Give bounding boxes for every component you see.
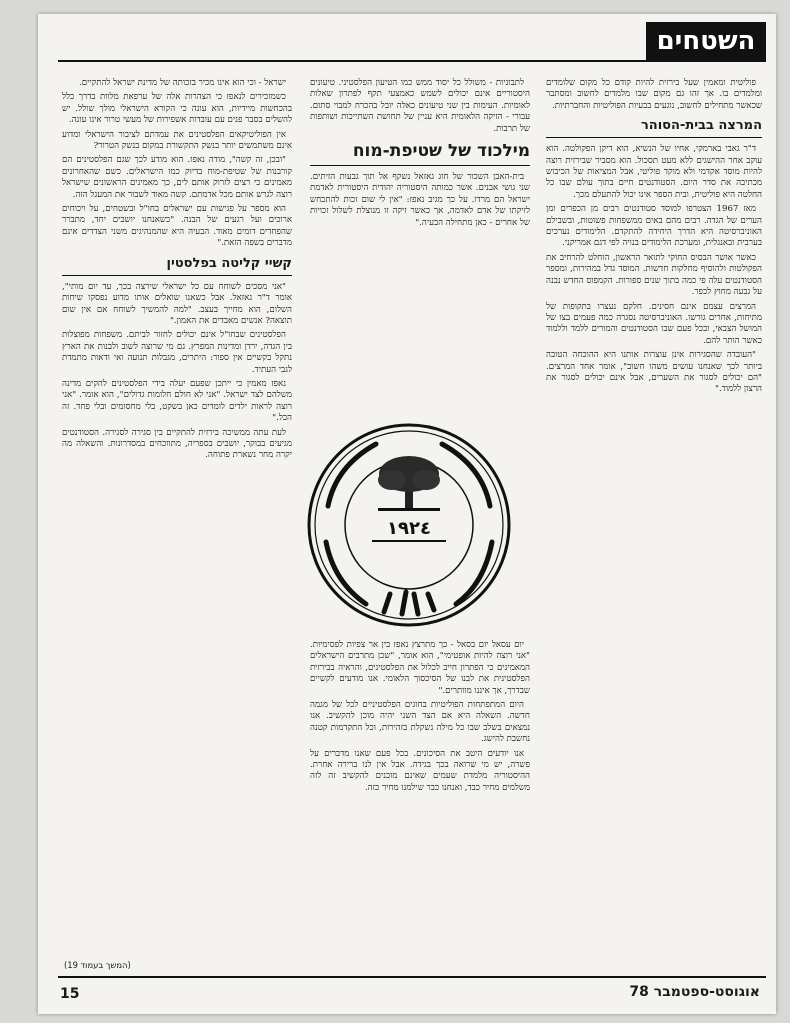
paragraph: בית-האבן השכור של חוג גאזאל נשקף אל תוך גבעות הזיתים. שני גושי אבנים. אשר כמותה היסטוריה יהודית היסטורית לאדמת ישראל הם מרדו. על כך מגיב נאפז: "אין לי שום זכות להתכחש לזיקתו של אדם לאדמה, אך כאשר זיקה זו מנוצלת לשלול זכויות של אחרים - כאן מתחילה הבעיה." [310,172,530,228]
paragraph: "העובדה שהסגירות אינן עוצרות אותנו היא ההוכחה הטובה ביותר לכך שאנחנו עושים משהו חשוב", אומר אחד המרצים. "הם יכולים לסגור את השערים, אבל אינם יכולים לסגור את הרצון ללמוד." [546,350,762,395]
subheading-brainwash-trap: מילכוד של שטיפת-מוח [310,141,530,166]
paragraph: לעת עתה ממשיכה בירזית להתקיים בין סגירה לסגירה. הסטודנטים מגיעים בבוקר, יושבים בספריה, מתווכחים במסדרונות. והשאלה מה יקרה מחר נשארת פתוחה. [62,427,292,461]
header-rule [58,60,766,62]
paragraph: נאפז מאמין כי ייתכן שפעם יעלה בידי הפלסטינים להקים מדינה משלהם לצד ישראל. "אני לא חולם חלומות גדולים", הוא אומר. "אני רוצה לראות ילדים לומדים כאן בשקט, בלי מחסומים ובלי פחד. זה הכל." [62,378,292,424]
footer-rule [58,976,766,978]
magazine-page [38,14,776,1014]
column-left [62,78,292,968]
issue-date: אוגוסט-ספטמבר 78 [629,984,760,1000]
tree-icon [378,456,440,511]
paragraph: ד"ר גאבי בארמקי, אחיו של הנשיא, הוא דיקן הפקולטה. הוא עוקב אחר ההישגים ללא מעט תסכול. הוא מסביר שבירזית רוצה להיות מוסד אקדמי ולא מוקד פוליטי, אבל המציאות של הכיבוש מכתיבה את סדר היום. הסטודנטים חיים בתוך עולם שבו כל החלטה היא פוליטית, ובית הספר אינו יכול להתעלם מכך. [546,144,762,200]
paragraph: אין הפוליטיקאים הפלסטינים את עמדתם לציבור הישראלי ומדוע אינם משתמשים יותר בנשק התקשורת במקום בנשק הטרור? [62,129,292,152]
paragraph: כאשר אושר הבסיס החוקי לתואר הראשון, הוחלט להרחיב את הפקולטות ולהוסיף מחלקות חדשות. המוסד גדל במהירות, ומספר הסטודנטים עלה פי כמה בתוך שנים ספורות. הקמפוס החדש נבנה על גבעה מחוץ לכפר. [546,252,762,298]
paragraph: היום המתפתחות הפוליטיות בחוגים הפלסטיניים לכל של מגמה חדשה. השאלה היא אם הצד השני יהיה מוכן להקשיב. אנו נמצאים בשלב שבו כל מילה נשקלת בזהירות, וכל התקדמות קטנה נחשבת להישג. [310,700,530,745]
subheading-absorption-difficulties: קשיי קליטה בפלסטין [62,256,292,276]
subheading-prison-lecturer: המרצה בבית-הסוהר [546,118,762,138]
column-middle [310,78,530,412]
column-middle-lower [310,640,530,970]
column-right [546,78,762,968]
section-banner: השטחים [646,22,766,60]
continued-note: (המשך בעמוד 19) [64,960,131,970]
paragraph: אנו יודעים היטב את הסיכונים. בכל פעם שאנו מדברים על פשרה, יש מי שרואה בכך בגידה. אבל אין לנו ברירה אחרת. ההיסטוריה מלמדת שעמים שאינם מוכנים להקשיב זה לזה משלמים מחיר כבד, ואנחנו כבר שילמנו מחיר כזה. [310,748,530,793]
paragraph: הפלסטינים שבחו"ל אינם יכולים לחזור לביתם. משפחות מפוצלות בין הגדה, ירדן ומדינות המפרץ. גם מי שרוצה לשוב ולבנות את הארץ נתקל בקשיים אין ספור: היתרים, מגבלות תנועה ואי ודאות מתמדת לגבי העתיד. [62,330,292,375]
university-seal-image [306,422,512,628]
paragraph: מאז 1967 הצטרפו למוסד סטודנטים רבים מן הכפרים ומן הערים של הגדה. רבים מהם באים ממשפחות פשוטות, ובשבילם האוניברסיטה היא הדרך היחידה להתקדם. הלימודים נערכים בערבית ובאנגלית, ומערכת הלימודים בנויה לפי דגם אמריקני. [546,204,762,249]
paragraph: ישראל - וכי הוא אינו מכיר בזכותה של מדינת ישראל להתקיים. [79,78,286,88]
seal-year: ١٩٢٤ [387,518,431,539]
paragraph: לתבוניות - משולל כל יסוד ממש כמו הטיעון הפלסטיני. טיעונים היסטוריים אינם יכולים לשמש כאמצעי תקף לפתרון שאלות לאומיות. העימות בין שני טיעונים כאלה יובל בהכרח למבוי סתום. עבורי - הזיקה הלאומית היא עניין של תחושת השתייכות ושותפות של תרבות. [310,78,530,134]
page-number: 15 [60,986,80,1002]
paragraph: יום עסאל יום בסאל - כך מתרצץ נאפז בין אר צפיות לפסימיות. "אני רוצה להיות אופטימי", הוא אומר, "שכן מתרבים הישראלים המאמינים כי הפתרון חייב לכלול את הפלסטינים, והראיה בבירזית הפלסטינית את לבנו של הסיכסוך הלאומי. אנו מודעים לקשיים שבדרך, אך איננו מוותרים." [310,640,530,696]
paragraph: המרצים עצמם אינם חסינים. חלקם נעצרו בתקופות של מתיחות, אחרים גורשו. האוניברסיטה נסגרה כמה פעמים בצו של המושל הצבאי, ובכל פעם שבו הסטודנטים והמורים ללמד וללמוד כאשר הותר להם. [546,301,762,346]
paragraph: "אני מסכים לשוחח עם כל ישראלי שירצה בכך, עד יום מותי", אומר ד"ר גאזאל. אבל כשאנו שואלים אותו מדוע נפסקו שיחות השלום, הוא מחייך בעצב. "למה להמשיך לשוחח אם אין שום תוצאה? אנשים מאבדים את האמון." [62,281,292,326]
paragraph: פוליטית ומאמין שעל בירזית להיות קודם כל מקום שלומדים ומלמדים בו. אך זהו גם מקום שבו מלמדים לחשוב ומסתבר שכאשר מתחילים לחשוב, נוגעים בבעיות הפוליטיות והחברתיות. [546,78,762,111]
paragraph: הוא מספר על פגישות עם ישראלים בחו"ל ובשטחים, על ויכוחים ארוכים ועל רגעים של הבנה. "כשאנחנו יושבים יחד, מתברר שהפחדים דומים מאוד. הבעיה היא שהמנהיגים משני הצדדים אינם מדברים בשפה הזאת." [62,204,292,249]
paragraph: "ובכן, זה קשה", מודה נאפז. הוא מודע לכך שגם הפלסטינים הם קורבנות של שטיפת-מוח בדיוק כמו הישראלים. כשם שהאחרונים מאמינים כי רצים לזרוק אותם לים, כך מאמינים הראשונים שישראל רוצה לגרש אותם מכל אדמתם. קשה מאוד לשבור את המעגל הזה. [62,155,292,200]
paragraph: כשמזכירים לנאפז כי הצהרות אלה של ערפאת מלוות בדרך כלל בהכחשות מיידיות, הוא עונה כי הקורא הישראלי מולך שולל. יש להשלים בסבר פנים עם עובדות אשפירות של מעשי טרור אינו עונה. [62,92,292,126]
